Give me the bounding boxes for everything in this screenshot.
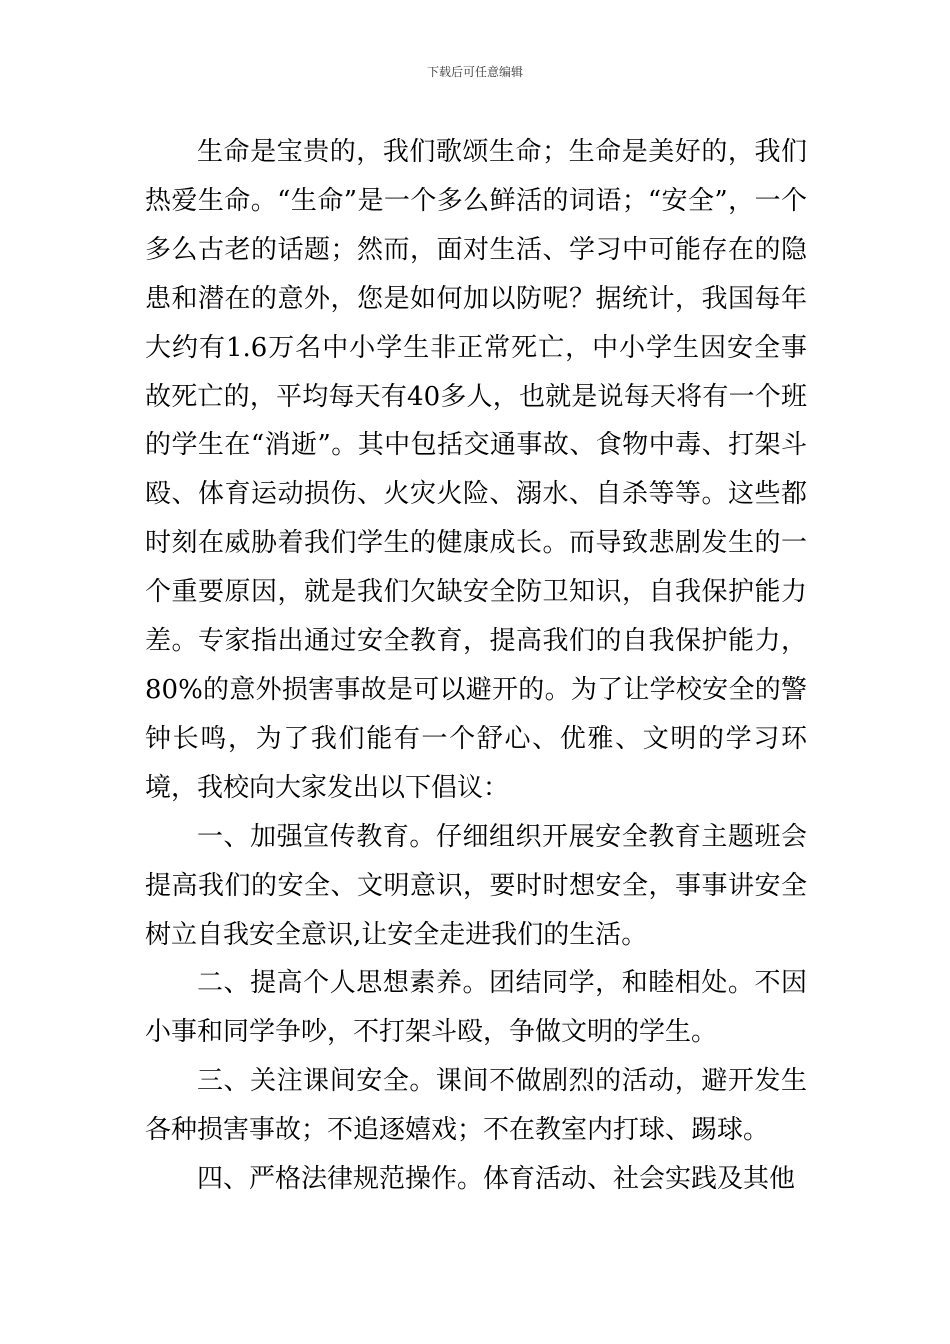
paragraph-point-1: 一、加强宣传教育。仔细组织开展安全教育主题班会提高我们的安全、文明意识，要时时想安全，事事讲安全树立自我安全意识,让安全走进我们的生活。 — [145, 821, 807, 950]
page-header: 下载后可任意编辑 — [426, 65, 523, 79]
document-body — [145, 128, 807, 1204]
paragraph-point-4: 四、严格法律规范操作。体育活动、社会实践及其他 — [197, 1164, 796, 1195]
paragraph-point-3: 三、关注课间安全。课间不做剧烈的活动，避开发生各种损害事故；不追逐嬉戏；不在教室内打球、踢球。 — [145, 1066, 807, 1146]
paragraph-intro: 生命是宝贵的，我们歌颂生命；生命是美好的，我们热爱生命。“生命”是一个多么鲜活的词语；“安全”，一个多么古老的话题；然而，面对生活、学习中可能存在的隐患和潜在的意外，您是如何加以防呢？据统计，我国每年大约有1.6万名中小学生非正常死亡，中小学生因安全事故死亡的，平均每天有40多人，也就是说每天将有一个班的学生在“消逝”。其中包括交通事故、食物中毒、打架斗殴、体育运动损伤、火灾火险、溺水、自杀等等。这些都时刻在威胁着我们学生的健康成长。而导致悲剧发生的一个重要原因，就是我们欠缺安全防卫知识，自我保护能力差。专家指出通过安全教育，提高我们的自我保护能力，80%的意外损害事故是可以避开的。为了让学校安全的警钟长鸣，为了我们能有一个舒心、优雅、文明的学习环境，我校向大家发出以下倡议： — [145, 137, 807, 803]
paragraph-point-2: 二、提高个人思想素养。团结同学，和睦相处。不因小事和同学争吵，不打架斗殴，争做文明的学生。 — [145, 968, 807, 1048]
